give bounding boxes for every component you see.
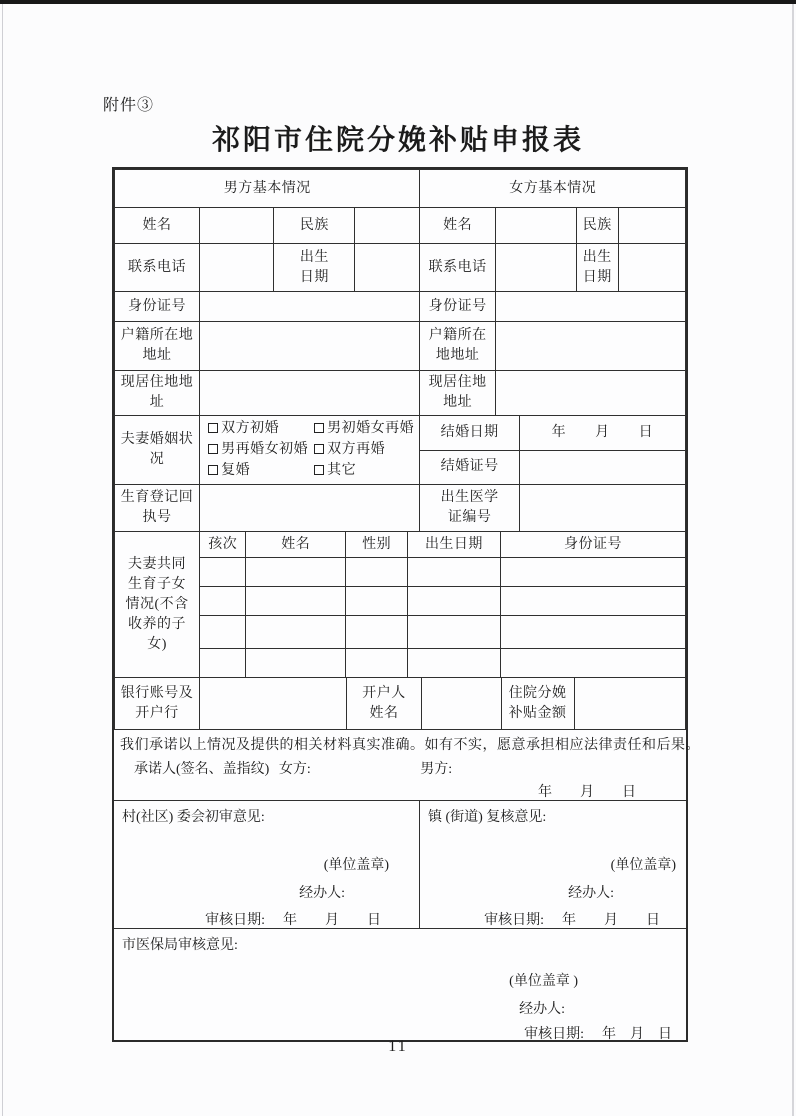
checkbox-unchecked-icon: [314, 444, 324, 454]
marriage-option: 男初婚女再婚: [314, 419, 415, 439]
female-phone-label: 联系电话: [420, 244, 495, 292]
marriage-option: 男再婚女初婚: [208, 440, 314, 460]
birth-reg-label: 生育登记回执号: [115, 485, 200, 532]
bureau-handler-label: 经办人:: [519, 1002, 565, 1017]
declaration-date-placeholder: 年 月 日: [538, 785, 636, 800]
checkbox-unchecked-icon: [314, 423, 324, 433]
children-col-gender: 性别: [346, 532, 408, 558]
female-cur-addr-label: 现居住地地址: [420, 371, 495, 416]
marriage-option: 双方再婚: [314, 440, 415, 460]
marriage-option: 复婚: [208, 461, 314, 481]
declaration-signer-label: 承诺人(签名、盖指纹): [134, 762, 270, 777]
village-review-date: 审核日期: 年 月 日: [205, 913, 382, 928]
attachment-label: 附件③: [103, 97, 155, 114]
female-reg-addr-cell: [495, 322, 685, 371]
wed-cert-label: 结婚证号: [420, 450, 519, 485]
marriage-option: 其它: [314, 461, 415, 481]
child-row: [115, 587, 686, 616]
bureau-review-title: 市医保局审核意见:: [122, 938, 238, 953]
children-col-order: 孩次: [200, 532, 246, 558]
male-id-label: 身份证号: [115, 292, 200, 322]
male-reg-addr-cell: [200, 322, 420, 371]
wed-date-label: 结婚日期: [420, 416, 519, 451]
village-handler-label: 经办人:: [299, 886, 346, 901]
female-reg-addr-label: 户籍所在地地址: [420, 322, 495, 371]
child-row: [115, 558, 686, 587]
scan-edge-left: [2, 4, 3, 1116]
male-cur-addr-cell: [200, 371, 420, 416]
female-ethnic-cell: [618, 208, 685, 244]
male-ethnic-label: 民族: [274, 208, 355, 244]
children-section-label: 夫妻共同生育子女情况(不含收养的子女): [115, 532, 200, 678]
review-section: [114, 800, 686, 929]
female-ethnic-label: 民族: [576, 208, 618, 244]
bureau-review-date: 审核日期: 年 月 日: [524, 1027, 672, 1042]
bank-table: [114, 677, 686, 730]
declaration-female-label: 女方:: [278, 762, 311, 777]
female-section-header: 女方基本情况: [420, 170, 686, 208]
village-review-title: 村(社区) 委会初审意见:: [122, 810, 265, 825]
declaration-statement: 我们承诺以上情况及提供的相关材料真实准确。如有不实，愿意承担相应法律责任和后果。: [120, 738, 700, 753]
female-phone-cell: [495, 244, 576, 292]
wed-date-cell: 年 月 日: [519, 416, 685, 451]
marriage-table: [114, 415, 686, 532]
male-ethnic-cell: [355, 208, 420, 244]
female-cur-addr-cell: [495, 371, 685, 416]
account-holder-cell: [422, 678, 501, 730]
female-name-cell: [495, 208, 576, 244]
subsidy-amount-cell: [574, 678, 685, 730]
marriage-options-cell: [200, 416, 420, 485]
male-name-cell: [200, 208, 274, 244]
scan-edge-right: [792, 4, 794, 1116]
female-name-label: 姓名: [420, 208, 495, 244]
wed-cert-cell: [519, 450, 685, 485]
checkbox-unchecked-icon: [208, 423, 218, 433]
female-birth-cell: [618, 244, 685, 292]
bureau-review-box: [114, 928, 686, 1040]
med-cert-cell: [519, 485, 685, 532]
village-review-box: [114, 801, 420, 929]
children-col-name: 姓名: [246, 532, 346, 558]
male-phone-cell: [200, 244, 274, 292]
birth-reg-cell: [200, 485, 420, 532]
town-review-date: 审核日期: 年 月 日: [484, 913, 660, 928]
female-birth-label: 出生日期: [576, 244, 618, 292]
male-section-header: 男方基本情况: [115, 170, 420, 208]
child-row: [115, 616, 686, 649]
bank-account-label: 银行账号及开户行: [115, 678, 200, 730]
children-table: [114, 531, 686, 678]
male-id-cell: [200, 292, 420, 322]
account-holder-label: 开户人姓名: [346, 678, 421, 730]
child-row: [115, 649, 686, 678]
scan-edge-top: [0, 0, 796, 4]
male-name-label: 姓名: [115, 208, 200, 244]
village-seal-label: (单位盖章): [323, 858, 390, 873]
declaration-male-label: 男方:: [420, 762, 453, 777]
page-number: 11: [388, 1038, 408, 1055]
female-id-label: 身份证号: [420, 292, 495, 322]
marriage-option: 双方初婚: [208, 419, 314, 439]
checkbox-unchecked-icon: [208, 465, 218, 475]
town-review-title: 镇 (街道) 复核意见:: [428, 810, 547, 825]
female-id-cell: [495, 292, 685, 322]
male-cur-addr-label: 现居住地地址: [115, 371, 200, 416]
declaration-section: [114, 729, 700, 801]
town-seal-label: (单位盖章): [610, 858, 676, 873]
town-review-box: [420, 801, 686, 929]
bank-account-cell: [200, 678, 347, 730]
marriage-status-label: 夫妻婚姻状况: [115, 416, 200, 485]
male-reg-addr-label: 户籍所在地地址: [115, 322, 200, 371]
male-phone-label: 联系电话: [115, 244, 200, 292]
page-title: 祁阳市住院分娩补贴申报表: [211, 124, 584, 155]
bureau-seal-label: (单位盖章 ): [509, 974, 578, 989]
checkbox-unchecked-icon: [208, 444, 218, 454]
application-form: [112, 167, 700, 1042]
male-birth-label: 出生日期: [274, 244, 355, 292]
children-col-birth: 出生日期: [407, 532, 500, 558]
town-handler-label: 经办人:: [568, 886, 614, 901]
male-birth-cell: [355, 244, 420, 292]
basic-info-table: [114, 169, 686, 416]
checkbox-unchecked-icon: [314, 465, 324, 475]
med-cert-label: 出生医学证编号: [420, 485, 519, 532]
children-col-id: 身份证号: [500, 532, 685, 558]
subsidy-amount-label: 住院分娩补贴金额: [501, 678, 574, 730]
